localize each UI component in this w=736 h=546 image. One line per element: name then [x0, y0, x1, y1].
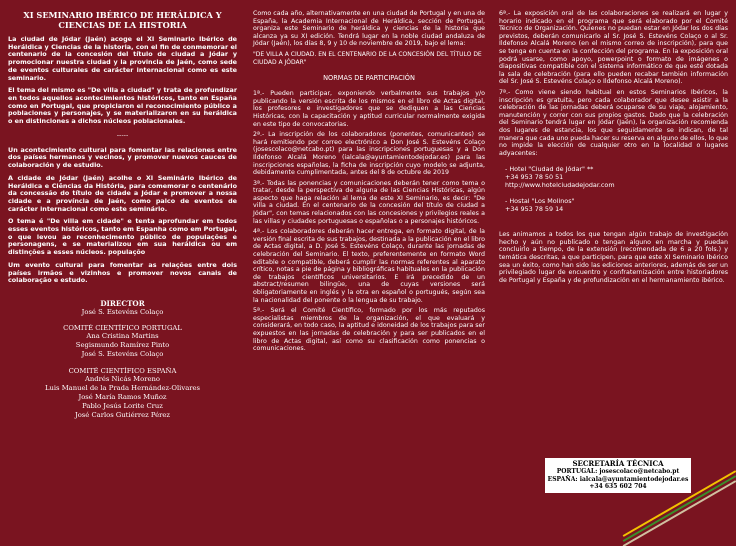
norm-2: 2ª.- La inscripción de los colaboradores (ponentes, comunicantes) se hará remitiendo por correo electrónico a Don José S. Estevéns Colaço (josescolaco@netcabo.pt) para las inscripciones portuguesas y a Don Ildefonso Alcalá Moreno (ialcala@ayuntamientodejodar.es) para las inscripciones españolas, la ficha de inscripción cuyo modelo se adjunta, debidamente cumplimentada, antes del 8 de octubre de 2019	[253, 131, 485, 177]
secretaria-box	[545, 458, 691, 493]
comite-espana-member: José María Ramos Muñoz	[78, 392, 167, 401]
norms-heading: NORMAS DE PARTICIPACIÓN	[323, 74, 415, 83]
norm-1: 1ª.- Pueden participar, exponiendo verbalmente sus trabajos y/o publicando la versión escrita de los mismos en el libro de Actas digital, los profesores e investigadores que se dediquen a las Ciencias Históricas, con la capacitación y aptitud curricular normalmente exigida en este tipo de convocatorias.	[253, 90, 485, 128]
comite-espana-member: José Carlos Gutiérrez Pérez	[74, 410, 171, 419]
intro-es-paragraph: La ciudad de Jódar (Jaén) acoge el XI Seminario Ibérico de Heráldica y Ciencias de la historia, con el fin de conmemorar el centenario de la concesión del título de ciudad a Jódar y promocionar nuestra ciudad y la provincia de Jaén, como sede de eventos culturales de carácter internacional como es este seminario.	[8, 35, 237, 82]
secretaria-heading: SECRETARÍA TÉCNICA	[572, 459, 664, 468]
comite-espana-member: Pablo Jesús Lorite Cruz	[82, 401, 163, 410]
comite-portugal-member: Segismundo Ramírez Pinto	[75, 340, 170, 349]
comite-portugal-heading: COMITÉ CIENTÍFICO PORTUGAL	[63, 323, 182, 332]
event-es-paragraph: Un acontecimiento cultural para fomentar las relaciones entre dos países hermanos y vecinos, y promover nuevos cauces de colaboración y de estudio.	[8, 145, 237, 170]
secretaria-portugal-email[interactable]: PORTUGAL: josescolaco@netcabo.pt	[556, 468, 680, 475]
director-name: José S. Estevéns Colaço	[81, 307, 164, 316]
theme-es-paragraph: El tema del mismo es "De villa a ciudad" y trata de profundizar en todos aquellos acontecimientos históricos, tanto en España como en Portugal, que propiciaron el reconocimiento público a poblaciones y personajes, y se materializaron en su heráldica o en distinciones a dichos núcleos poblacionales.	[8, 86, 237, 126]
secretaria-espana-email[interactable]: ESPAÑA: ialcala@ayuntamientodejodar.es	[547, 475, 689, 483]
director-heading: DIRECTOR	[100, 298, 145, 308]
seminar-motto: "DE VILLA A CIUDAD. EN EL CENTENARIO DE LA CONCESIÓN DEL TÍTULO DE CIUDAD A JÓDAR"	[253, 50, 482, 66]
secretaria-phone: +34 635 602 704	[589, 483, 647, 490]
norm-5: 5ª.- Será el Comité Científico, formado por los más reputados especialistas miembros de la organización, el que evaluará y considerará, en todo caso, la aptitud e idoneidad de los trabajos para ser expuestos en las jornadas de celebración y para ser publicados en el libro de Actas digital, así como su clasificación como ponencias o comunicaciones.	[253, 307, 485, 353]
intro-pt-paragraph: A cidade de Jódar (Jaén) acolhe o XI Seminário Ibérico de Heráldica e Ciências da História, para comemorar o centenário da concessão do título de cidade a Jódar e promover a nossa cidade e a província de Jaén, como palco de eventos de carácter internacional como este seminário.	[8, 173, 237, 213]
comite-espana-member: Luis Manuel de la Prada Hernández-Olivares	[44, 383, 201, 392]
hotel-2-phone: +34 953 78 59 14	[505, 205, 564, 214]
hotel-list	[505, 165, 728, 213]
event-pt-paragraph: Um evento cultural para fomentar as relações entre dois países irmãos e vizinhos e promover novos canais de colaboração e estudo.	[8, 260, 237, 285]
theme-pt-paragraph: O tema é "De villa em cidade" e tenta aprofundar em todos esses eventos históricos, tanto em Espanha como em Portugal, o que levou ao reconhecimento público de populações e personagens, e se materializou em sua heráldica ou em distinções a esses núcleos. populaçõo	[8, 217, 237, 257]
norm-7: 7ª.- Como viene siendo habitual en estos Seminarios Ibéricos, la inscripción es gratuita, pero cada colaborador que desee asistir a la celebración de las jornadas deberá ocuparse de su viaje, alojamiento, manutención y correr con sus propios gastos. Dado que la celebración del Seminario tendrá lugar en Jódar (Jaén), la organización recomienda dos lugares de estancia, los que seguidamente se indican, de tal manera que cada uno pueda hacer su reserva en alguno de ellos, lo que no impide la elección de cualquier otro en la localidad o lugares adyacentes:	[499, 88, 728, 157]
column-middle	[245, 0, 491, 519]
seminar-title: XI SEMINARIO IBÉRICO DE HERÁLDICA Y CIENCIAS DE LA HISTORIA	[23, 10, 222, 30]
intro-paragraph: Como cada año, alternativamente en una ciudad de Portugal y en una de España, la Academia Internacional de Heráldica, sección de Portugal, organiza este Seminario de heráldica y ciencias de la historia que alcanza ya su XI edición. Tendrá lugar en la noble ciudad andaluza de Jódar (Jaén), los días 8, 9 y 10 de noviembre de 2019, bajo el lema:	[253, 10, 485, 48]
norm-4: 4ª.- Los colaboradores deberán hacer entrega, en formato digital, de la versión final escrita de sus trabajos, destinada a la publicación en el libro de Actas digital, a D. José S. Estevéns Colaço, durante las jornadas de celebración del Seminario. El texto, preferentemente en formato Word editable o compatible, deberá cumplir las normas referentes al aparato crítico, notas a pie de página y bibliográficas habituales en la publicación de trabajos científicos universitarios. E irá precedido de un abstract/resumen bilingüe, una de cuyas versiones será obligatoriamente en inglés y la otra en español o portugués, según sea la nacionalidad del ponente o la lengua de su trabajo.	[253, 228, 485, 304]
hotel-1-phone: +34 953 78 50 51	[505, 173, 564, 182]
closing-paragraph: Les animamos a todos los que tengan algún trabajo de investigación hecho y aún no publicado o tengan alguno en marcha y puedan concluirlo a tiempo, de la extensión (recomendada de 6 a 20 fols.) y temática descritas, a que participen, para que este XI Seminario Ibérico sea un éxito, como han sido las ediciones anteriores, además de ser un privilegiado lugar de encuentro y confraternización entre historiadores de Portugal y España y de profundización en el hermanamiento ibérico.	[499, 231, 728, 284]
column-right	[491, 0, 736, 519]
norm-3: 3ª.- Todas las ponencias y comunicaciones deberán tener como tema o tratar, desde la perspectiva de alguna de las Ciencias Históricas, algún aspecto que haga relación al lema de este XI Seminario, es decir: "De villa a ciudad. En el centenario de la concesión del título de ciudad a Jódar", con temas relacionados con las concesiones y privilegios reales a las villas y ciudades portuguesas o españolas o a personajes históricos.	[253, 179, 485, 225]
comite-portugal-member: Ana Cristina Martins	[86, 331, 159, 340]
norm-6: 6ª.- La exposición oral de las colaboraciones se realizará en lugar y horario indicado en el programa que será elaborado por el Comité Técnico de Organización. Quienes no puedan estar en Jódar los dos días previstos, deberán comunicarlo al Sr. José S. Estevéns Colaço o al Sr. Ildefonso Alcalá Moreno (en el mismo correo de inscripción), para que se tenga en cuenta en la confección del programa. En la exposición oral podrá usarse, como apoyo, powerpoint o formato de imágenes o diapositivas compatible con el sistema informático de que esté dotada la sala de celebración (para ello pueden recabar también información del Sr. José S. Estevéns Colaço o Ildefonso Alcalá Moreno).	[499, 10, 728, 86]
column-left	[0, 0, 245, 519]
hotel-2-name: - Hostal "Los Molinos"	[505, 197, 575, 206]
comite-portugal-member: José S. Estevéns Colaço	[81, 349, 164, 358]
comite-espana-heading: COMITÉ CIENTÍFICO ESPAÑA	[68, 366, 177, 375]
comite-espana-member: Andrés Nicás Moreno	[85, 374, 160, 383]
separator: -----	[116, 130, 129, 139]
hotel-1-name: - Hotel "Ciudad de Jódar" **	[505, 165, 594, 174]
hotel-1-website[interactable]: http://www.hotelciudadejodar.com	[505, 181, 615, 190]
